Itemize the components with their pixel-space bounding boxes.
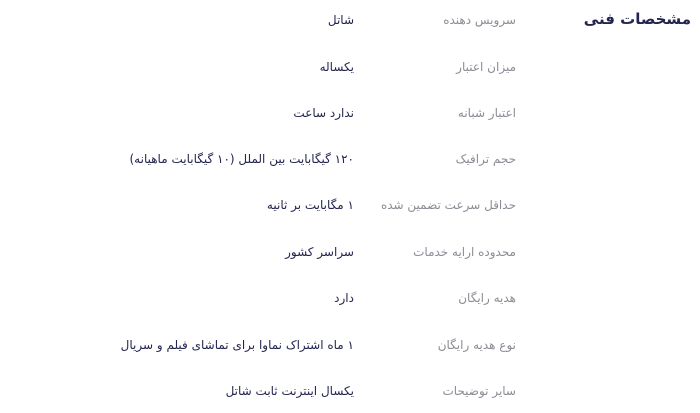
spec-row-coverage [0,237,700,267]
spec-row-night-credit [0,98,700,128]
section-title: مشخصات فنی [583,10,691,28]
spec-value: سراسر کشور [285,245,354,259]
spec-row-provider [0,5,700,35]
spec-row-free-gift [0,283,700,313]
spec-row-traffic [0,144,700,174]
spec-label: میزان اعتبار [456,60,516,74]
spec-label: اعتبار شبانه [457,106,516,120]
spec-label: سایر توضیحات [442,384,516,398]
spec-value: یکسال اینترنت ثابت شاتل [225,384,354,398]
spec-value: ۱ ماه اشتراک نماوا برای تماشای فیلم و سریال [120,338,354,352]
spec-value: شاتل [327,13,354,27]
spec-value: ۱۲۰ گیگابایت بین الملل (۱۰ گیگابایت ماهیانه) [129,152,354,166]
spec-label: محدوده ارایه خدمات [413,245,516,259]
spec-value: یکساله [319,60,354,74]
spec-label: هدیه رایگان [458,291,516,305]
spec-label: حداقل سرعت تضمین شده [380,198,516,212]
spec-row-other-notes [0,376,700,406]
spec-value: دارد [334,291,354,305]
spec-row-min-speed [0,190,700,220]
spec-label: حجم ترافیک [455,152,516,166]
spec-value: ندارد ساعت [293,106,354,120]
spec-value: ۱ مگابایت بر ثانیه [266,198,354,212]
spec-label: نوع هدیه رایگان [437,338,516,352]
spec-row-gift-type [0,330,700,360]
spec-label: سرویس دهنده [443,13,516,27]
spec-row-validity [0,52,700,82]
